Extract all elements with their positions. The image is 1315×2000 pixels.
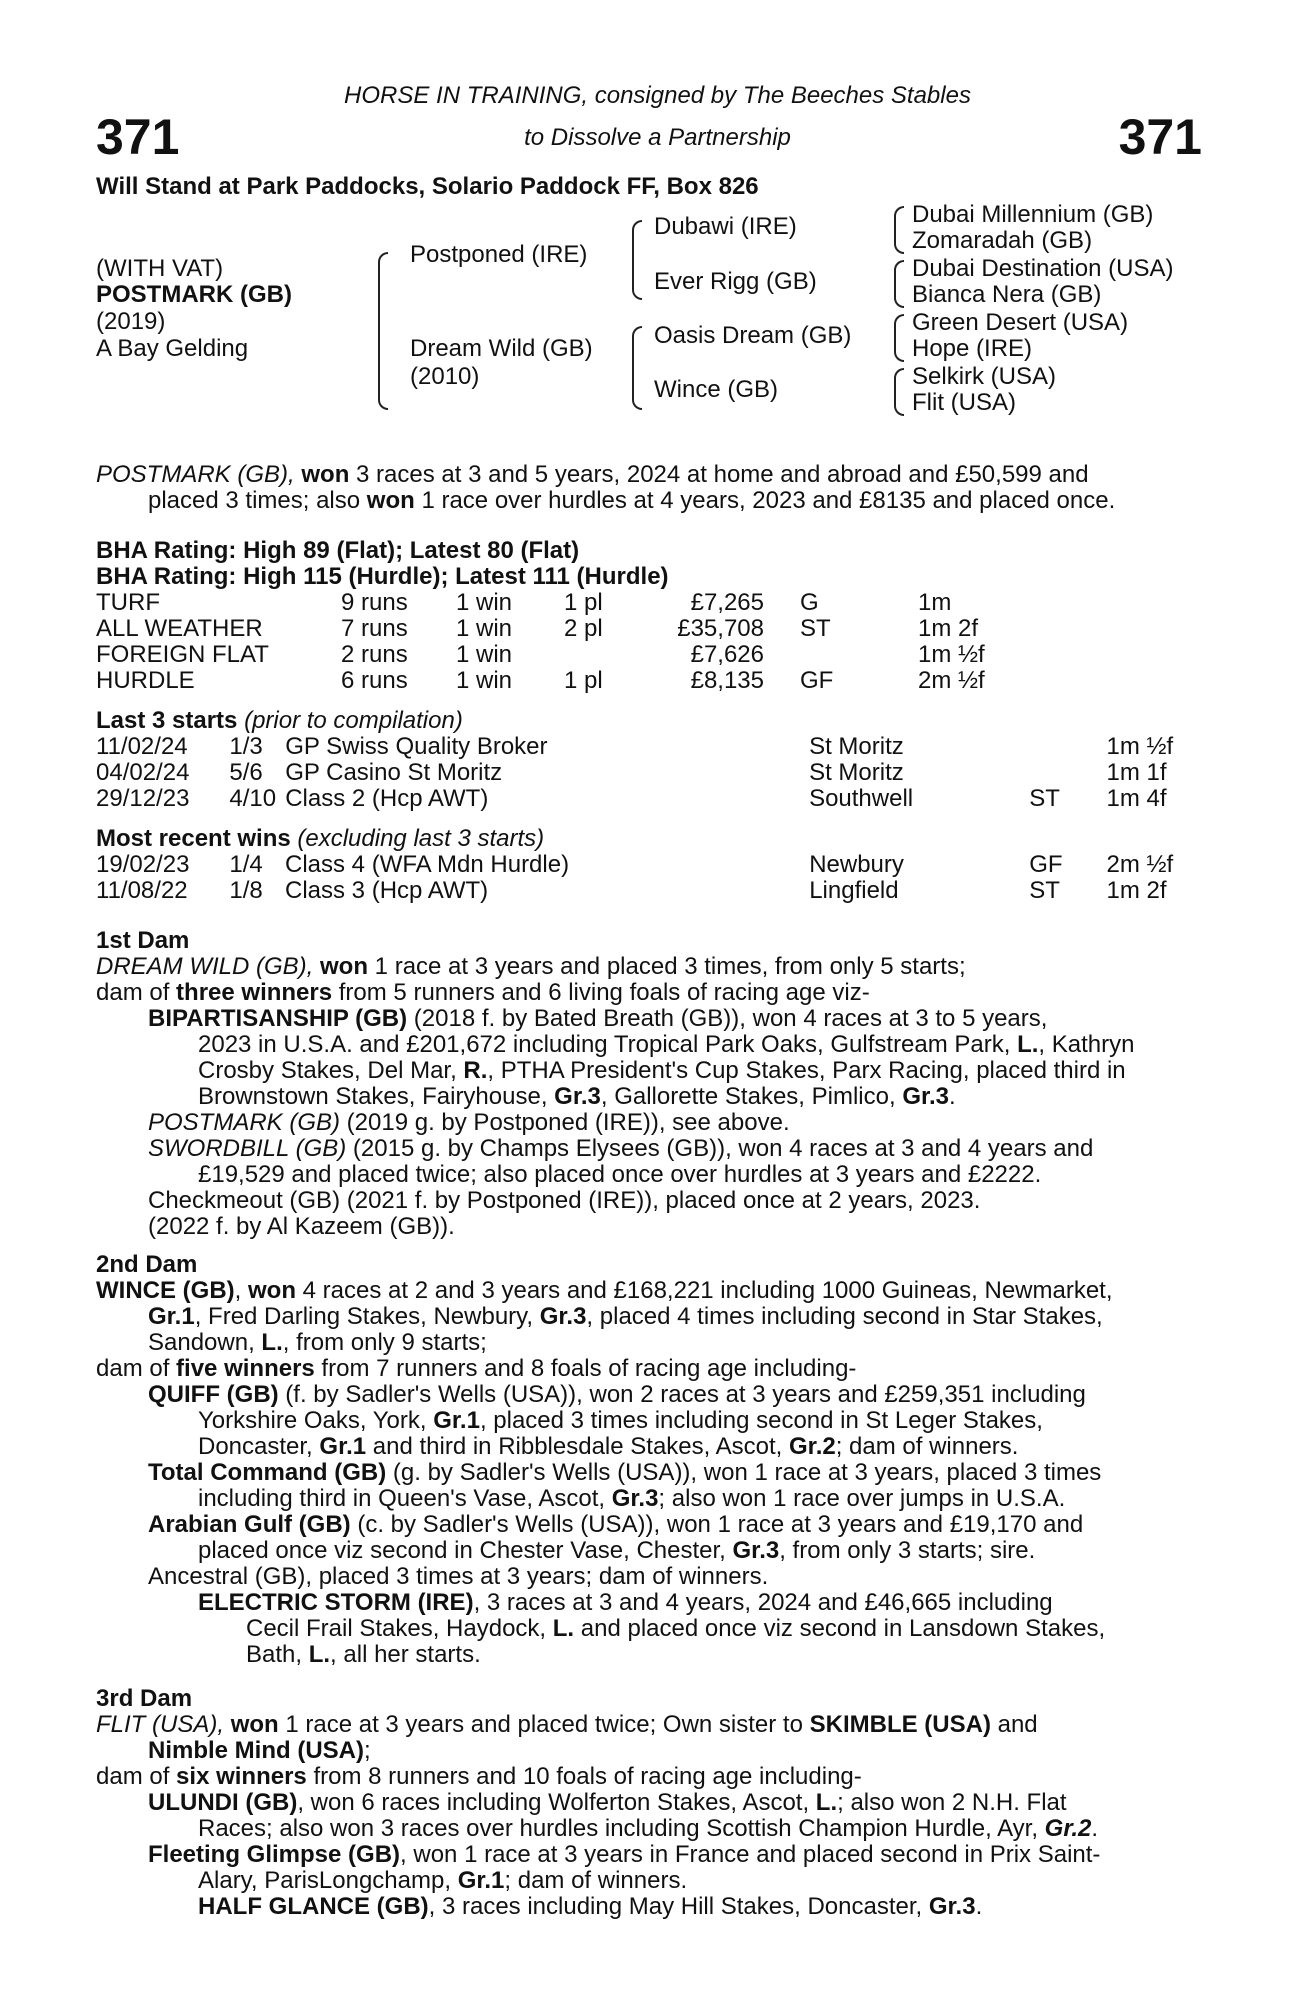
table-cell: 2 pl	[564, 615, 603, 642]
rating-row	[96, 590, 1038, 616]
recent-wins-table	[96, 852, 1206, 904]
table-cell: ST	[800, 615, 831, 642]
table-cell: Southwell	[809, 785, 914, 812]
race-row	[96, 734, 1206, 760]
pedigree-brace-ss	[894, 206, 904, 254]
table-cell: 4/10	[229, 785, 277, 812]
ratings-section	[96, 538, 1206, 694]
stand-location: Will Stand at Park Paddocks, Solario Paddock FF, Box 826	[96, 173, 759, 200]
sire-dam: Ever Rigg (GB)	[654, 268, 817, 295]
last-starts-table	[96, 734, 1206, 812]
horse-name: POSTMARK (GB)	[96, 281, 292, 308]
table-cell: St Moritz	[809, 759, 904, 786]
race-row	[96, 852, 1206, 878]
pedigree-brace-dd	[894, 368, 904, 416]
table-cell: 1m ½f	[1106, 733, 1174, 760]
table-cell: 04/02/24	[96, 759, 190, 786]
table-cell: £8,135	[690, 667, 764, 694]
ratings-table	[96, 590, 1038, 694]
table-cell: ST	[1029, 877, 1060, 904]
table-cell: 2m ½f	[1106, 851, 1174, 878]
sire-name: Postponed (IRE)	[410, 241, 588, 268]
table-cell: 1/4	[229, 851, 263, 878]
table-cell: 1m	[918, 589, 952, 616]
rating-row	[96, 668, 1038, 694]
table-cell: Class 2 (Hcp AWT)	[285, 785, 489, 812]
dam-year: (2010)	[410, 363, 480, 390]
table-cell: 2m ½f	[918, 667, 985, 694]
table-cell: 1 pl	[564, 667, 603, 694]
dam-sire-sire: Green Desert (USA)	[912, 309, 1129, 336]
table-cell	[1029, 734, 1106, 760]
table-cell: 6 runs	[341, 667, 408, 694]
table-cell: 1m 2f	[1106, 877, 1167, 904]
table-cell: GF	[1029, 851, 1063, 878]
table-cell: 1m ½f	[918, 641, 985, 668]
table-cell: St Moritz	[809, 733, 904, 760]
table-cell: 1/8	[229, 877, 263, 904]
table-cell: Class 3 (Hcp AWT)	[285, 877, 489, 904]
pedigree-brace-sire	[632, 220, 642, 300]
table-cell: 2 runs	[341, 641, 408, 668]
pedigree-brace-sd	[894, 260, 904, 308]
sire-sire: Dubawi (IRE)	[654, 213, 797, 240]
table-cell: 1 win	[456, 667, 513, 694]
last-starts-section: Last 3 starts (prior to compilation) 11/02/24 1/3 GP Swiss Quality Broker St Moritz 1m ½f 04/02/24 5/6 GP Casino St Moritz St Moritz 1m 1f 29/12/23 4/10 Class 2 (Hcp AWT) Southwell ST 1m 4f	[96, 708, 1206, 812]
table-cell: 1m 2f	[918, 615, 979, 642]
table-cell: 9 runs	[341, 589, 408, 616]
sire-dam-sire: Dubai Destination (USA)	[912, 255, 1174, 282]
consignment-subtitle: to Dissolve a Partnership	[524, 124, 791, 151]
pedigree-brace-dam	[632, 326, 642, 410]
table-cell	[564, 642, 644, 668]
sire-sire-dam: Zomaradah (GB)	[912, 227, 1093, 254]
table-cell: TURF	[96, 589, 160, 616]
table-cell: GP Casino St Moritz	[285, 759, 503, 786]
table-cell: G	[800, 589, 819, 616]
race-row	[96, 786, 1206, 812]
dam-dam-sire: Selkirk (USA)	[912, 363, 1057, 390]
table-cell: 7 runs	[341, 615, 408, 642]
table-cell: 5/6	[229, 759, 263, 786]
table-cell: 1 win	[456, 589, 513, 616]
table-cell: 19/02/23	[96, 851, 190, 878]
table-cell: GP Swiss Quality Broker	[285, 733, 548, 760]
table-cell: £7,265	[690, 589, 764, 616]
dam-dam-dam: Flit (USA)	[912, 389, 1016, 416]
table-cell: 1 win	[456, 641, 513, 668]
table-cell: GF	[800, 667, 834, 694]
recent-wins-section: Most recent wins (excluding last 3 starts) 19/02/23 1/4 Class 4 (WFA Mdn Hurdle) Newbury GF 2m ½f 11/08/22 1/8 Class 3 (Hcp AWT) Lingfield ST 1m 2f	[96, 826, 1206, 904]
table-cell: 1/3	[229, 733, 263, 760]
horse-description: A Bay Gelding	[96, 335, 249, 362]
table-cell: 1 win	[456, 615, 513, 642]
table-cell: ST	[1029, 785, 1060, 812]
table-cell: £35,708	[677, 615, 764, 642]
table-cell: £7,626	[690, 641, 764, 668]
pedigree-brace-ds	[894, 314, 904, 362]
rating-hurdle: BHA Rating: High 115 (Hurdle); Latest 111 (Hurdle)	[96, 563, 669, 590]
third-dam-section: 3rd Dam FLIT (USA), won 1 race at 3 years and placed twice; Own sister to SKIMBLE (USA) and Nimble Mind (USA); dam of six winners from 8 runners and 10 foals of racing age including- ULUNDI (GB), won 6 races including Wolferton Stakes, Ascot, L.; also won 2 N.H. Flat Races; also won 3 races over hurdles including Scottish Champion Hurdle, Ayr, Gr.2. Fleeting Glimpse (GB), won 1 race at 3 years in France and placed second in Prix Saint- Alary, ParisLongchamp, Gr.1; dam of winners. HALF GLANCE (GB), 3 races including May Hill Stakes, Doncaster, Gr.3.	[96, 1685, 1101, 1920]
rating-flat: BHA Rating: High 89 (Flat); Latest 80 (Flat)	[96, 537, 580, 564]
table-cell: Class 4 (WFA Mdn Hurdle)	[285, 851, 570, 878]
sire-dam-dam: Bianca Nera (GB)	[912, 281, 1102, 308]
lot-number-right: 371	[1118, 109, 1202, 165]
dam-sire-dam: Hope (IRE)	[912, 335, 1033, 362]
race-row	[96, 878, 1206, 904]
table-cell: 11/02/24	[96, 733, 188, 760]
pedigree-brace-main	[378, 252, 388, 410]
dam-dam: Wince (GB)	[654, 376, 779, 403]
table-cell: FOREIGN FLAT	[96, 641, 269, 668]
table-cell: 1m 1f	[1106, 759, 1167, 786]
table-cell: Lingfield	[809, 877, 899, 904]
table-cell: ALL WEATHER	[96, 615, 263, 642]
table-cell: Newbury	[809, 851, 904, 878]
vat-note: (WITH VAT)	[96, 255, 224, 282]
table-cell: 11/08/22	[96, 877, 188, 904]
race-row	[96, 760, 1206, 786]
rating-row	[96, 616, 1038, 642]
table-cell: 1m 4f	[1106, 785, 1167, 812]
table-cell: 1 pl	[564, 589, 603, 616]
table-cell: HURDLE	[96, 667, 195, 694]
dam-name: Dream Wild (GB)	[410, 335, 593, 362]
consignment-title: HORSE IN TRAINING, consigned by The Beeches Stables	[344, 82, 971, 109]
first-dam-section: 1st Dam DREAM WILD (GB), won 1 race at 3 years and placed 3 times, from only 5 starts; dam of three winners from 5 runners and 6 living foals of racing age viz- BIPARTISANSHIP (GB) (2018 f. by Bated Breath (GB)), won 4 races at 3 to 5 years, 2023 in U.S.A. and £201,672 including Tropical Park Oaks, Gulfstream Park, L., Kathryn Crosby Stakes, Del Mar, R., PTHA President's Cup Stakes, Parx Racing, placed third in Brownstown Stakes, Fairyhouse, Gr.3, Gallorette Stakes, Pimlico, Gr.3. POSTMARK (GB) (2019 g. by Postponed (IRE)), see above. SWORDBILL (GB) (2015 g. by Champs Elysees (GB)), won 4 races at 3 and 4 years and £19,529 and placed twice; also placed once over hurdles at 3 years and £2222. Checkmeout (GB) (2021 f. by Postponed (IRE)), placed once at 2 years, 2023. (2022 f. by Al Kazeem (GB)).	[96, 927, 1135, 1240]
table-cell	[764, 642, 918, 668]
race-summary: POSTMARK (GB), won 3 races at 3 and 5 years, 2024 at home and abroad and £50,599 and placed 3 times; also won 1 race over hurdles at 4 years, 2023 and £8135 and placed once.	[96, 461, 1116, 514]
second-dam-section: 2nd Dam WINCE (GB), won 4 races at 2 and 3 years and £168,221 including 1000 Guineas, Newmarket, Gr.1, Fred Darling Stakes, Newbury, Gr.3, placed 4 times including second in Star Stakes, Sandown, L., from only 9 starts; dam of five winners from 7 runners and 8 foals of racing age including- QUIFF (GB) (f. by Sadler's Wells (USA)), won 2 races at 3 years and £259,351 including Yorkshire Oaks, York, Gr.1, placed 3 times including second in St Leger Stakes, Doncaster, Gr.1 and third in Ribblesdale Stakes, Ascot, Gr.2; dam of winners. Total Command (GB) (g. by Sadler's Wells (USA)), won 1 race at 3 years, placed 3 times including third in Queen's Vase, Ascot, Gr.3; also won 1 race over jumps in U.S.A. Arabian Gulf (GB) (c. by Sadler's Wells (USA)), won 1 race at 3 years and £19,170 and placed once viz second in Chester Vase, Chester, Gr.3, from only 3 starts; sire. Ancestral (GB), placed 3 times at 3 years; dam of winners. ELECTRIC STORM (IRE), 3 races at 3 and 4 years, 2024 and £46,665 including Cecil Frail Stakes, Haydock, L. and placed once viz second in Lansdown Stakes, Bath, L., all her starts.	[96, 1251, 1113, 1668]
rating-row	[96, 642, 1038, 668]
sire-sire-sire: Dubai Millennium (GB)	[912, 201, 1154, 228]
horse-year: (2019)	[96, 308, 166, 335]
table-cell	[1029, 760, 1106, 786]
table-cell: 29/12/23	[96, 785, 190, 812]
lot-number-left: 371	[96, 109, 180, 165]
dam-sire: Oasis Dream (GB)	[654, 322, 852, 349]
